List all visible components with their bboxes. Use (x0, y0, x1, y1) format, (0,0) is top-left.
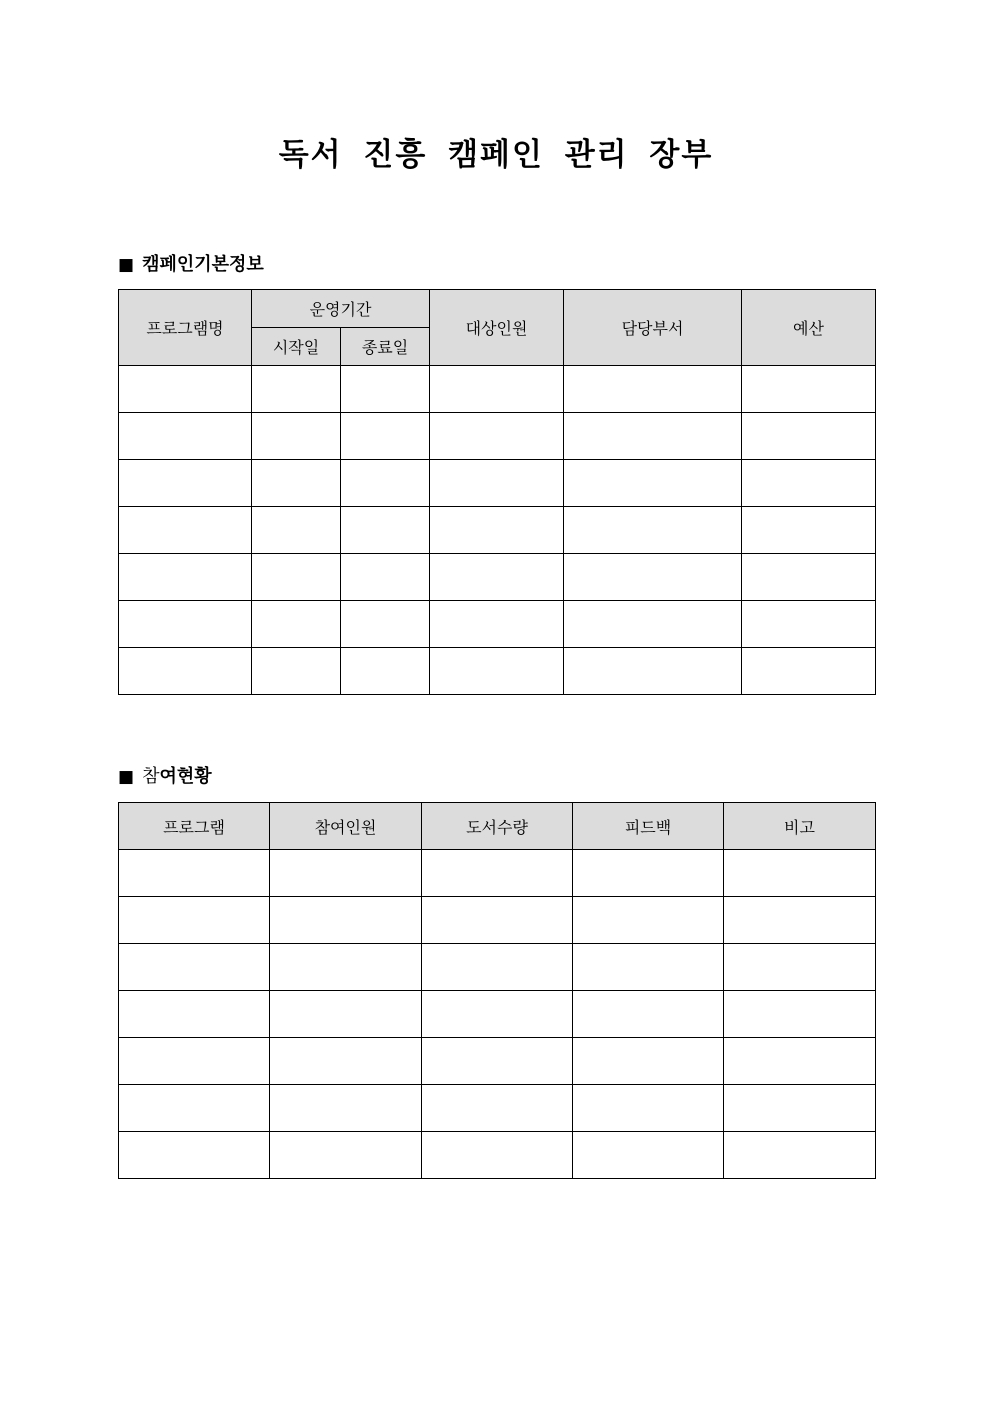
table-row (119, 413, 876, 460)
document-title: 독서 진흥 캠페인 관리 장부 (278, 137, 714, 173)
table-cell[interactable] (341, 648, 430, 695)
table-cell[interactable] (422, 991, 573, 1038)
table-cell[interactable] (573, 1085, 724, 1132)
table-cell[interactable] (341, 366, 430, 413)
table-cell[interactable] (341, 460, 430, 507)
table-cell[interactable] (430, 648, 564, 695)
table-cell[interactable] (252, 460, 341, 507)
section-heading-campaign-info (118, 253, 264, 277)
header-operation-period: 운영기간 (252, 290, 430, 328)
campaign-info-table (118, 289, 876, 695)
table-cell[interactable] (742, 460, 876, 507)
table-cell[interactable] (724, 1085, 876, 1132)
table-cell[interactable] (422, 1132, 573, 1179)
header-target-people: 대상인원 (430, 290, 564, 366)
section-heading-participation (118, 765, 212, 789)
table-cell[interactable] (724, 991, 876, 1038)
table-cell[interactable] (119, 991, 270, 1038)
table-row (119, 991, 876, 1038)
table-row (119, 850, 876, 897)
table-cell[interactable] (564, 601, 742, 648)
table-cell[interactable] (564, 460, 742, 507)
table-cell[interactable] (573, 1132, 724, 1179)
table-cell[interactable] (573, 944, 724, 991)
header-budget: 예산 (742, 290, 876, 366)
table-cell[interactable] (270, 1038, 422, 1085)
table-cell[interactable] (270, 991, 422, 1038)
table-cell[interactable] (430, 460, 564, 507)
table-cell[interactable] (270, 897, 422, 944)
table-cell[interactable] (270, 1085, 422, 1132)
table-cell[interactable] (252, 554, 341, 601)
table-cell[interactable] (742, 413, 876, 460)
table-cell[interactable] (119, 460, 252, 507)
table-cell[interactable] (573, 1038, 724, 1085)
header-department: 담당부서 (564, 290, 742, 366)
table-row (119, 460, 876, 507)
table-cell[interactable] (742, 366, 876, 413)
square-bullet-icon: ■ (118, 767, 135, 787)
table-cell[interactable] (270, 944, 422, 991)
table-cell[interactable] (119, 601, 252, 648)
section-heading-label: 여현황 (159, 766, 212, 787)
table-cell[interactable] (252, 648, 341, 695)
table-row (119, 601, 876, 648)
table-row (119, 1038, 876, 1085)
table-cell[interactable] (724, 944, 876, 991)
table-cell[interactable] (341, 413, 430, 460)
table-cell[interactable] (724, 850, 876, 897)
table-cell[interactable] (430, 554, 564, 601)
table-cell[interactable] (430, 601, 564, 648)
table-cell[interactable] (724, 897, 876, 944)
table-row (119, 507, 876, 554)
table-cell[interactable] (724, 1038, 876, 1085)
table-cell[interactable] (422, 850, 573, 897)
table-cell[interactable] (252, 413, 341, 460)
table-cell[interactable] (724, 1132, 876, 1179)
table-row (119, 1132, 876, 1179)
table-row (119, 1085, 876, 1132)
header-program-name: 프로그램명 (119, 290, 252, 366)
table-cell[interactable] (119, 507, 252, 554)
section-heading-prefix: 참 (142, 766, 160, 787)
table-cell[interactable] (742, 554, 876, 601)
participation-status-table (118, 802, 876, 1179)
table-cell[interactable] (742, 601, 876, 648)
table-row (119, 897, 876, 944)
table-cell[interactable] (119, 413, 252, 460)
table-row (119, 554, 876, 601)
header-participants: 참여인원 (270, 803, 422, 850)
table-cell[interactable] (430, 366, 564, 413)
table-cell[interactable] (564, 554, 742, 601)
table-cell[interactable] (564, 648, 742, 695)
table-cell[interactable] (119, 1085, 270, 1132)
table-cell[interactable] (341, 507, 430, 554)
table-cell[interactable] (341, 554, 430, 601)
table-cell[interactable] (119, 648, 252, 695)
table-cell[interactable] (270, 1132, 422, 1179)
table-cell[interactable] (252, 601, 341, 648)
table-cell[interactable] (119, 366, 252, 413)
table-cell[interactable] (270, 850, 422, 897)
table-cell[interactable] (422, 1038, 573, 1085)
header-program: 프로그램 (119, 803, 270, 850)
table-cell[interactable] (742, 648, 876, 695)
table-cell[interactable] (573, 897, 724, 944)
square-bullet-icon: ■ (118, 255, 135, 275)
header-book-quantity: 도서수량 (422, 803, 573, 850)
header-end-date: 종료일 (341, 328, 430, 366)
table-cell[interactable] (564, 366, 742, 413)
table-cell[interactable] (119, 554, 252, 601)
table-cell[interactable] (119, 850, 270, 897)
table-row (119, 366, 876, 413)
table-cell[interactable] (564, 507, 742, 554)
table-cell[interactable] (430, 413, 564, 460)
table-cell[interactable] (422, 1085, 573, 1132)
header-start-date: 시작일 (252, 328, 341, 366)
header-remarks: 비고 (724, 803, 876, 850)
table-cell[interactable] (119, 1038, 270, 1085)
table-cell[interactable] (564, 413, 742, 460)
table-cell[interactable] (422, 897, 573, 944)
header-feedback: 피드백 (573, 803, 724, 850)
table-cell[interactable] (119, 1132, 270, 1179)
table-cell[interactable] (573, 850, 724, 897)
table-cell[interactable] (422, 944, 573, 991)
table-cell[interactable] (430, 507, 564, 554)
table-row (119, 944, 876, 991)
table-cell[interactable] (341, 601, 430, 648)
table-row (119, 648, 876, 695)
section-heading-label: 캠페인기본정보 (142, 254, 264, 275)
table-cell[interactable] (252, 507, 341, 554)
table-cell[interactable] (119, 944, 270, 991)
table-cell[interactable] (742, 507, 876, 554)
table-cell[interactable] (573, 991, 724, 1038)
table-cell[interactable] (119, 897, 270, 944)
table-cell[interactable] (252, 366, 341, 413)
